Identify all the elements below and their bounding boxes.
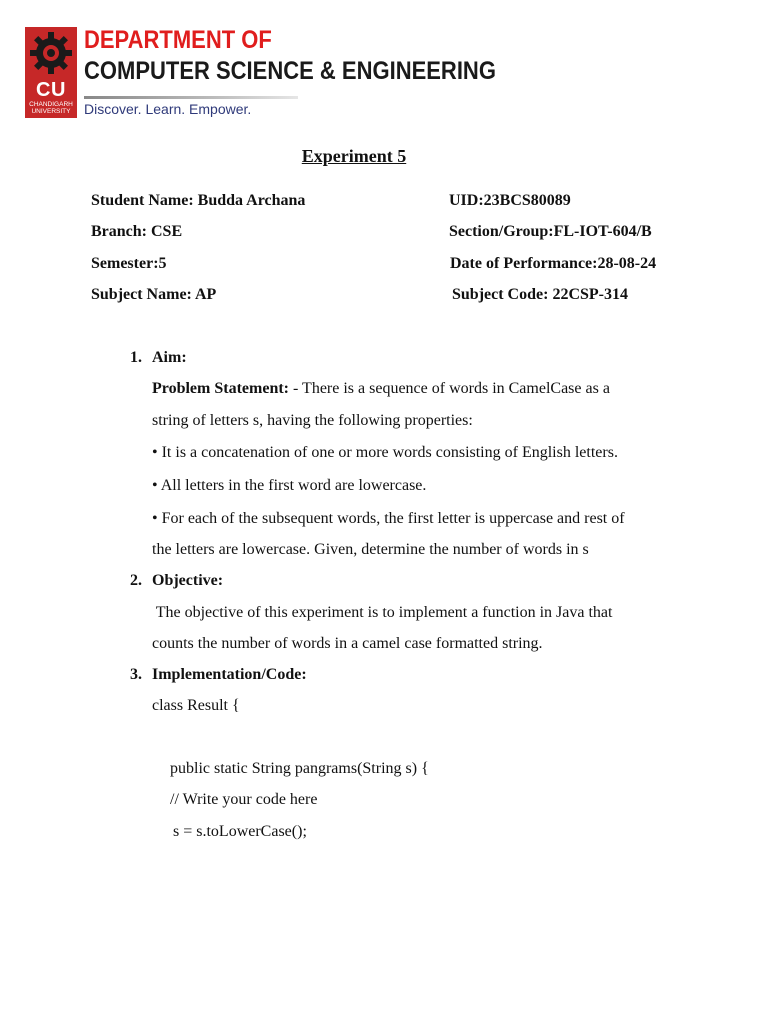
problem-statement-label: Problem Statement:: [152, 380, 289, 397]
logo-university-name: CHANDIGARH UNIVERSITY: [29, 101, 73, 115]
objective-line-2: counts the number of words in a camel case formatted string.: [152, 635, 543, 652]
experiment-title: Experiment 5: [301, 146, 407, 166]
semester: Semester:5: [91, 255, 167, 272]
gear-emblem-icon: [25, 27, 77, 79]
date-of-performance: Date of Performance:28-08-24: [450, 255, 657, 272]
objective-number: 2.: [130, 572, 142, 589]
aim-bullet-3: • For each of the subsequent words, the first letter is uppercase and rest of: [152, 510, 625, 527]
implementation-heading: Implementation/Code:: [152, 666, 307, 683]
problem-statement-text: - There is a sequence of words in CamelCase as a: [289, 380, 610, 397]
aim-bullet-2: • All letters in the first word are lowercase.: [152, 477, 427, 494]
university-logo: [25, 27, 77, 118]
objective-line-1: The objective of this experiment is to implement a function in Java that: [152, 604, 613, 621]
aim-last-line: the letters are lowercase. Given, determine the number of words in s: [152, 541, 589, 558]
logo-text: CU: [36, 79, 66, 101]
code-line: class Result {: [152, 697, 240, 714]
subject-code: Subject Code: 22CSP-314: [452, 286, 628, 303]
objective-heading: Objective:: [152, 572, 224, 589]
code-line: // Write your code here: [170, 791, 318, 808]
subject-name: Subject Name: AP: [91, 286, 217, 303]
department-title-line1: DEPARTMENT OF: [84, 26, 272, 54]
department-title-line2: COMPUTER SCIENCE & ENGINEERING: [84, 57, 496, 85]
aim-number: 1.: [130, 349, 142, 366]
header-divider: [84, 96, 298, 99]
code-line: public static String pangrams(String s) {: [170, 760, 429, 777]
aim-heading: Aim:: [152, 349, 187, 366]
aim-bullet-1: • It is a concatenation of one or more words consisting of English letters.: [152, 444, 618, 461]
branch: Branch: CSE: [91, 223, 183, 240]
problem-statement-line: [152, 380, 610, 398]
student-name: Student Name: Budda Archana: [91, 192, 306, 209]
implementation-number: 3.: [130, 666, 142, 683]
student-uid: UID:23BCS80089: [449, 192, 571, 209]
aim-line-2: string of letters s, having the following properties:: [152, 412, 473, 429]
section-group: Section/Group:FL-IOT-604/B: [449, 223, 652, 240]
code-line: s = s.toLowerCase();: [173, 823, 307, 840]
tagline: Discover. Learn. Empower.: [84, 101, 252, 117]
